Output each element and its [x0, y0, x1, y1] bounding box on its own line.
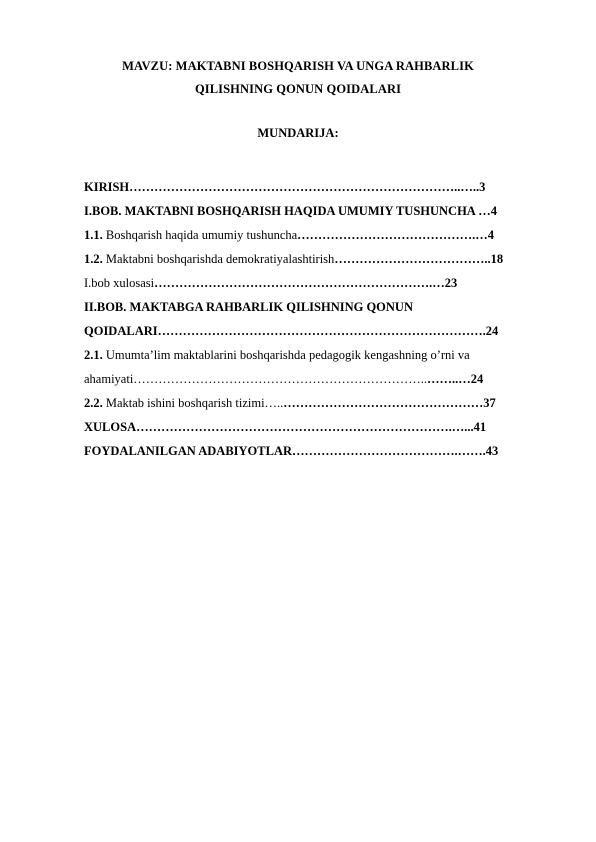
- section-number: 2.1.: [84, 348, 103, 362]
- toc-entry-chapter-1: I.BOB. MAKTABNI BOSHQARISH HAQIDA UMUMIY TUSHUNCHA …4: [84, 204, 498, 218]
- contents-heading: MUNDARIJA:: [257, 126, 339, 140]
- document-title-line-1: MAVZU: MAKTABNI BOSHQARISH VA UNGA RAHBARLIK: [122, 59, 474, 73]
- toc-entry-2-1-line-1: [84, 343, 548, 367]
- toc-entry-chapter-1-summary: [84, 271, 548, 295]
- toc-entry-2-2: [84, 391, 548, 415]
- toc-entry-2-1-line-2: [84, 367, 548, 391]
- dot-leader-page: …………………………………….…4: [297, 228, 495, 242]
- dot-leader-page: …………………………………………37: [283, 396, 496, 410]
- toc-entry-1-2: [84, 247, 548, 271]
- section-title: Maktab ishini boshqarish tizimi…..: [102, 396, 284, 410]
- toc-entry-chapter-2-line-2: QOIDALARI…………………………………………………………………….24: [84, 324, 499, 338]
- section-number: 1.1.: [84, 228, 103, 242]
- toc-entry-1-1: [84, 223, 548, 247]
- dot-leader-page: ……..…24: [427, 372, 484, 386]
- section-title: Boshqarish haqida umumiy tushuncha: [102, 228, 298, 242]
- section-number: 1.2.: [84, 252, 103, 266]
- table-of-contents: [84, 175, 548, 463]
- section-title: Umumta’lim maktablarini boshqarishda pedagogik kengashning o’rni va: [102, 348, 470, 362]
- toc-entry-bibliography: FOYDALANILGAN ADABIYOTLAR………………………………….…….43: [84, 444, 499, 458]
- toc-entry-chapter-2-line-1: II.BOB. MAKTABGA RAHBARLIK QILISHNING QONUN: [84, 300, 413, 314]
- dot-leader-page: ………………………………………………………….…23: [154, 276, 458, 290]
- toc-entry-xulosa: XULOSA………………………………………………………………….…...41: [84, 420, 487, 434]
- section-title: Maktabni boshqarishda demokratiyalashtirish: [102, 252, 335, 266]
- section-title: I.bob xulosasi: [84, 276, 155, 290]
- document-title-line-2: QILISHNING QONUN QOIDALARI: [194, 82, 402, 96]
- section-title: ahamiyati……………………………………………………………..: [84, 372, 428, 386]
- toc-entry-kirish: KIRISH……………………………………………………………………..…..3: [84, 180, 486, 194]
- dot-leader-page: ………………………………..18: [334, 252, 504, 266]
- section-number: 2.2.: [84, 396, 103, 410]
